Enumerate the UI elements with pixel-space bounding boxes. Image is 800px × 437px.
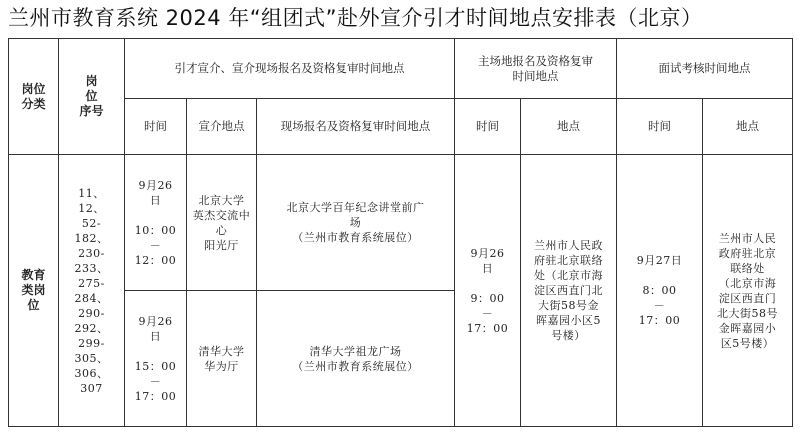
header-post-sequence	[59, 39, 125, 155]
header-col-promo-place: 宣介地点	[187, 99, 257, 155]
main-venue-time: 9月26 日 9：00 － 17：00	[455, 155, 521, 427]
interview-place: 兰州市人民 政府驻北京 联络处 （北京市海 淀区西直门 北大街58号 金晖嘉园小 区5号楼）	[703, 155, 793, 427]
session2-place: 清华大学 华为厅	[187, 291, 257, 427]
header-group-interview: 面试考核时间地点	[617, 39, 793, 99]
session2-time: 9月26 日 15：00 － 17：00	[125, 291, 187, 427]
header-post-seq-a: 岗	[85, 74, 98, 88]
schedule-table	[8, 38, 793, 427]
page-title: 兰州市教育系统 2024 年“组团式”赴外宣介引才时间地点安排表（北京）	[8, 6, 703, 30]
header-col-place-3: 地点	[703, 99, 793, 155]
interview-time: 9月27日 8：00 － 17：00	[617, 155, 703, 427]
header-group-main-venue: 主场地报名及资格复审 时间地点	[455, 39, 617, 99]
header-col-time-2: 时间	[455, 99, 521, 155]
session1-place: 北京大学 英杰交流中 心 阳光厅	[187, 155, 257, 291]
main-venue-place: 兰州市人民政 府驻北京联络 处（北京市海 淀区西直门北 大街58号金 晖嘉园小区5 号楼）	[521, 155, 617, 427]
header-col-place-2: 地点	[521, 99, 617, 155]
session1-onsite: 北京大学百年纪念讲堂前广 场 （兰州市教育系统展位）	[257, 155, 455, 291]
header-col-onsite: 现场报名及资格复审时间地点	[257, 99, 455, 155]
session2-onsite: 清华大学祖龙广场 （兰州市教育系统展位）	[257, 291, 455, 427]
row-category: 教育 类岗 位	[9, 155, 59, 427]
header-post-category: 岗位 分类	[9, 39, 59, 155]
header-col-time-3: 时间	[617, 99, 703, 155]
session1-time: 9月26 日 10：00 － 12：00	[125, 155, 187, 291]
header-group-recruit: 引才宣介、宣介现场报名及资格复审时间地点	[125, 39, 455, 99]
header-post-seq-b: 位 序号	[79, 89, 104, 118]
header-col-time-1: 时间	[125, 99, 187, 155]
row-sequence: 11、 12、 52- 182、 230- 233、 275- 284、 290- 292、 299- 305、 306、 307	[59, 155, 125, 427]
